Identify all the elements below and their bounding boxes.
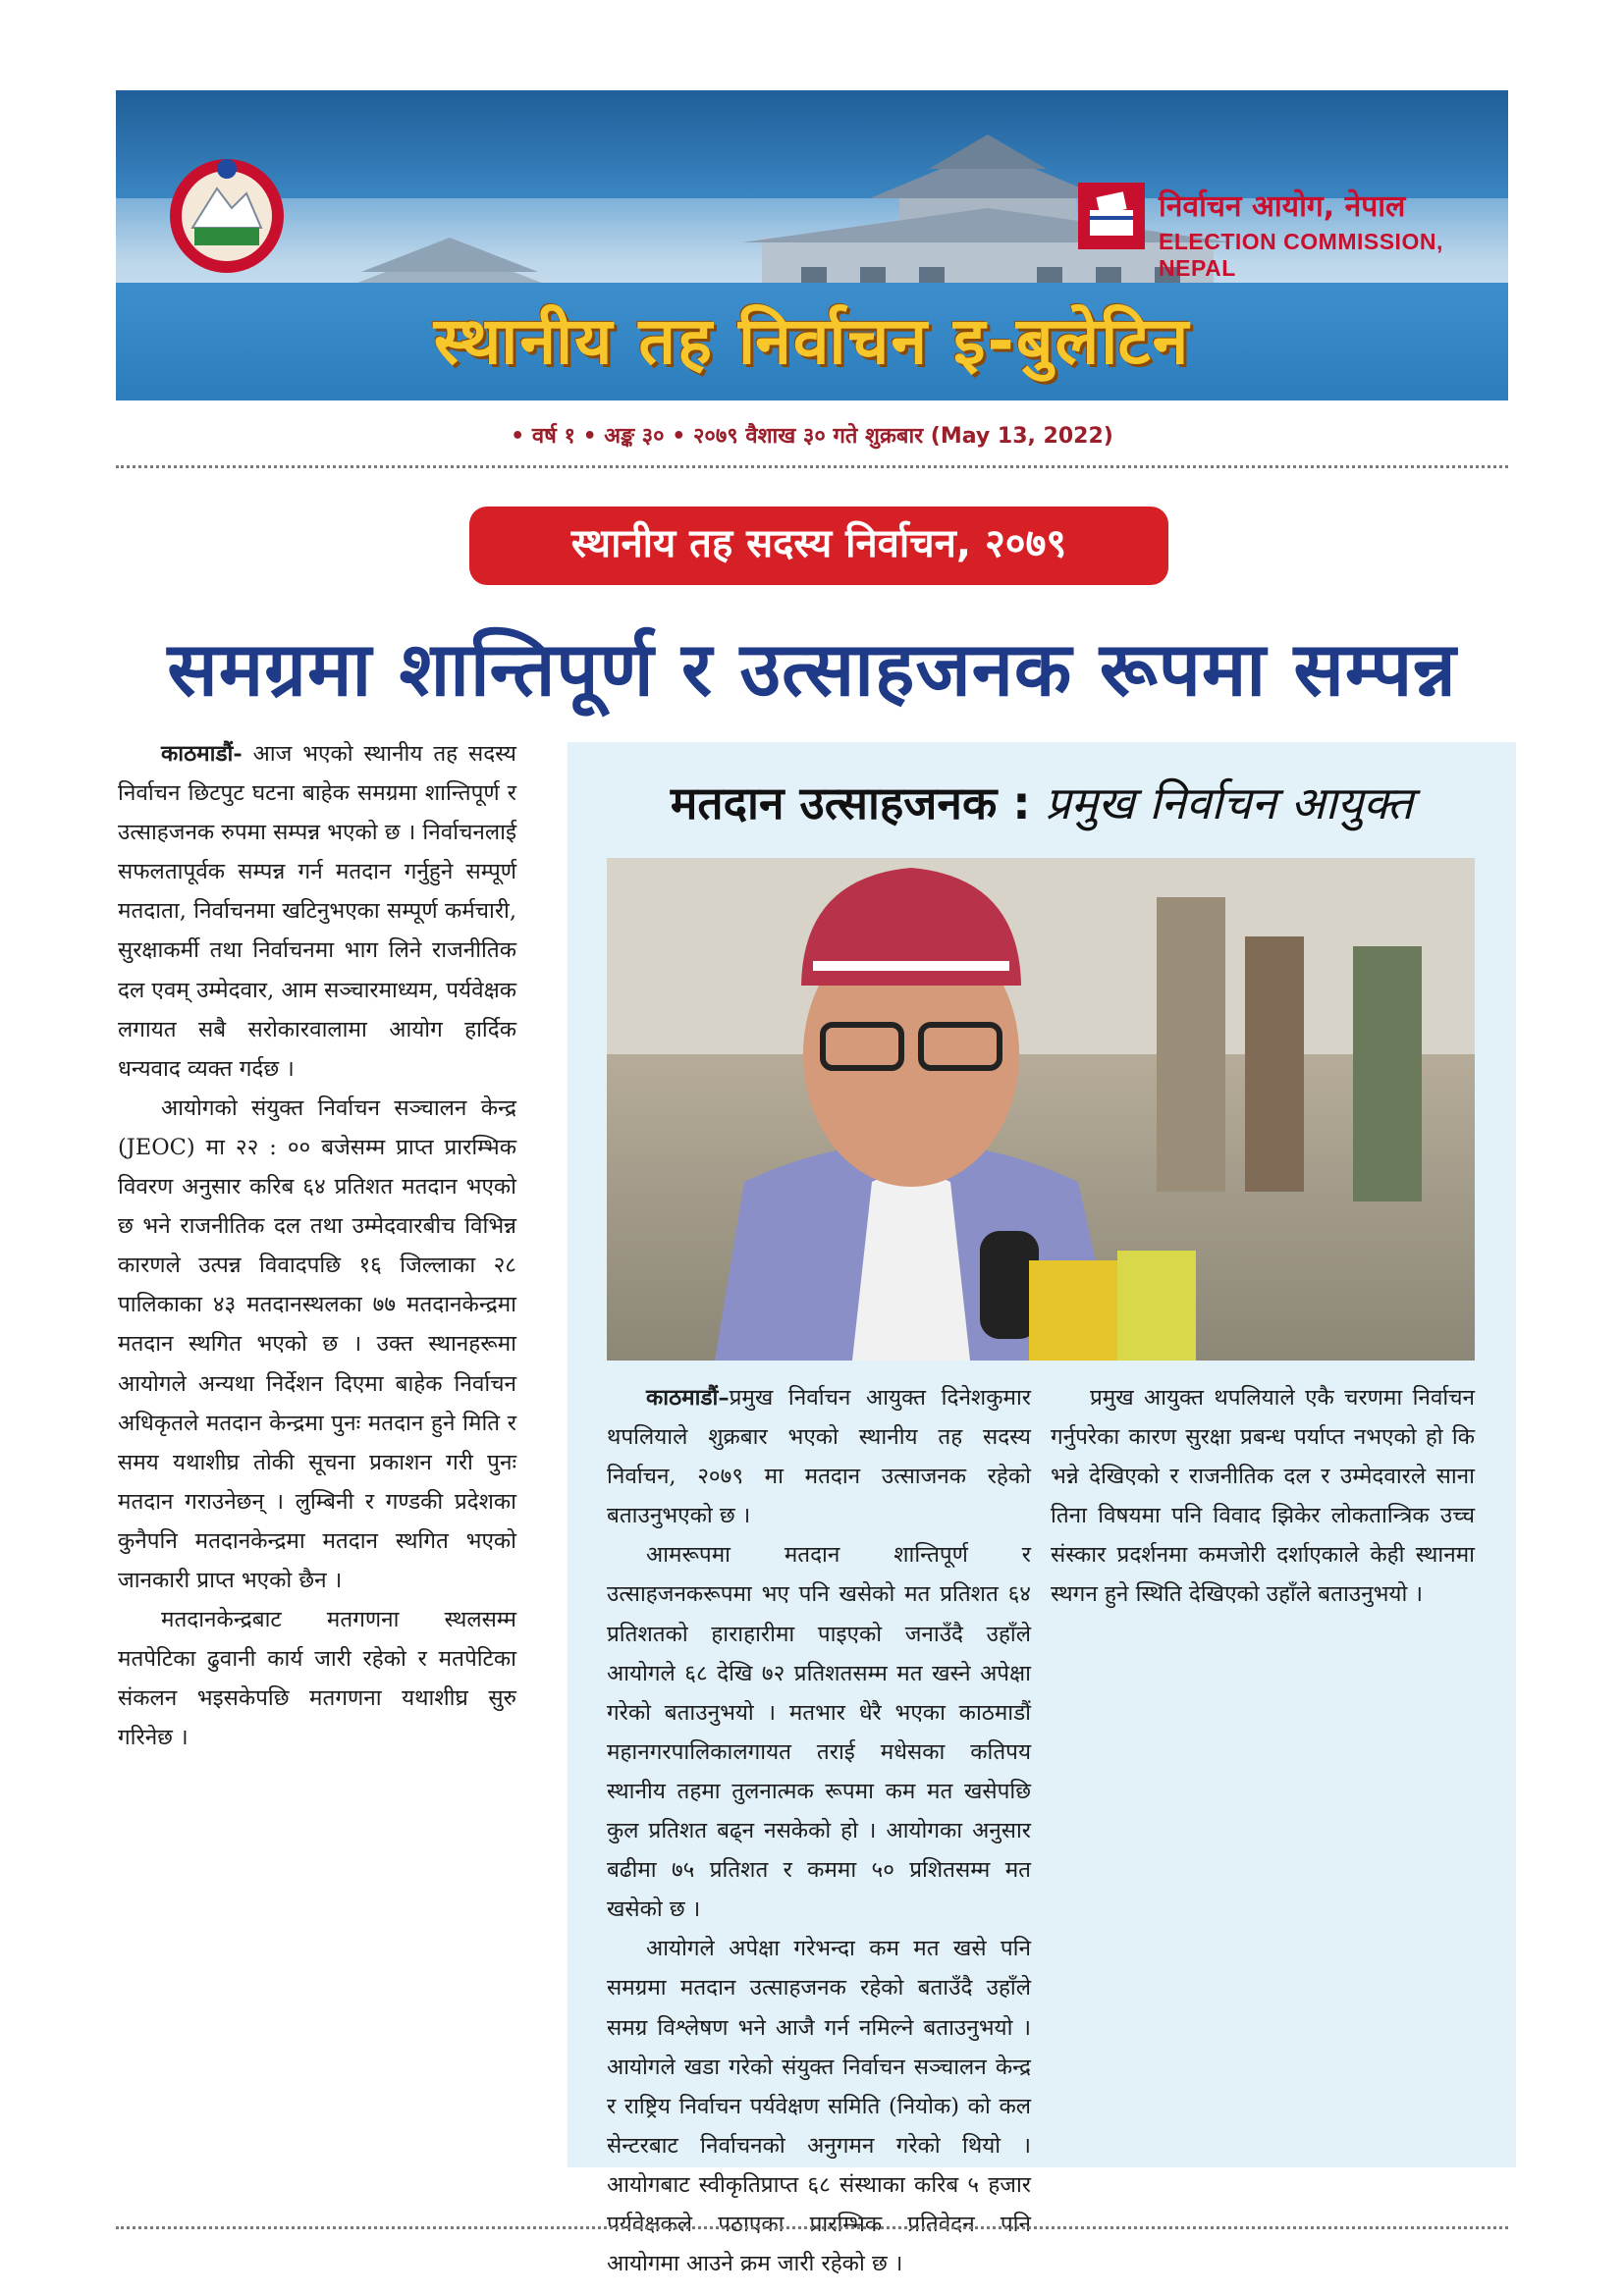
dotted-divider — [116, 465, 1508, 468]
left-paragraph-3: मतदानकेन्द्रबाट मतगणना स्थलसम्म मतपेटिका ढुवानी कार्य जारी रहेको र मतपेटिका संकलन भइसकेपछि मतगणना यथाशीघ्र सुरु गरिनेछ । — [118, 1607, 516, 1751]
box-column-1 — [607, 1378, 1031, 2283]
left-paragraph-2: आयोगको संयुक्त निर्वाचन सञ्चालन केन्द्र (JEOC) मा २२ : ०० बजेसम्म प्राप्त प्रारम्भिक विवरण अनुसार करिब ६४ प्रतिशत मतदान भएको छ भने राजनीतिक दल तथा उम्मेदवारबीच विभिन्न कारणले उत्पन्न विवादपछि १६ जिल्लाका २८ पालिकाका ४३ मतदानस्थलका ७७ मतदानकेन्द्रमा मतदान स्थगित भएको छ । उक्त स्थानहरूमा आयोगले अन्यथा निर्देशन दिएमा बाहेक निर्वाचन अधिकृतले मतदान केन्द्रमा पुनः मतदान हुने मिति र समय यथाशीघ्र तोकी सूचना प्रकाशन गरी पुनः मतदान गराउनेछन् । लुम्बिनी र गण्डकी प्रदेशका कुनैपनि मतदानकेन्द्रमा मतदान स्थगित भएको जानकारी प्राप्त भएको छैन । — [118, 1095, 516, 1593]
box-dateline: काठमाडौं– — [646, 1385, 730, 1411]
left-p1-text: आज भएको स्थानीय तह सदस्य निर्वाचन छिटपुट घटना बाहेक समग्रमा शान्तिपूर्ण र उत्साहजनक रुपमा सम्पन्न भएको छ । निर्वाचनलाई सफलतापूर्वक सम्पन्न गर्न मतदान गर्नुहुने सम्पूर्ण मतदाता, निर्वाचनमा खटिनुभएका सम्पूर्ण कर्मचारी, सुरक्षाकर्मी तथा निर्वाचनमा भाग लिने राजनीतिक दल एवम् उम्मेदवार, आम सञ्चारमाध्यम, पर्यवेक्षक लगायत सबै सरोकारवालामा आयोग हार्दिक धन्यवाद व्यक्त गर्दछ । — [118, 741, 516, 1082]
election-commission-logo-icon — [1076, 181, 1147, 251]
masthead-banner — [116, 90, 1508, 400]
org-name-nepali: निर्वाचन आयोग, नेपाल — [1159, 189, 1406, 224]
section-label: स्थानीय तह सदस्य निर्वाचन, २०७९ — [469, 507, 1168, 585]
box-paragraph-3: आयोगले अपेक्षा गरेभन्दा कम मत खसे पनि समग्रमा मतदान उत्साहजनक रहेको बताउँदै उहाँले समग्र विश्लेषण भने आजै गर्न नमिल्ने बताउनुभयो । आयोगले खडा गरेको संयुक्त निर्वाचन सञ्चालन केन्द्र र राष्ट्रिय निर्वाचन पर्यवेक्षण समिति (नियोक) को कल सेन्टरबाट निर्वाचनको अनुगमन गरेको थियो । आयोगबाट स्वीकृतिप्राप्त ६८ संस्थाका करिब ५ हजार पर्यवेक्षकले पठाएका प्रारम्भिक प्रतिवेदन पनि आयोगमा आउने क्रम जारी रहेको छ । — [607, 1936, 1031, 2277]
bulletin-title: स्थानीय तह निर्वाचन इ-बुलेटिन — [433, 303, 1191, 379]
box-column-2 — [1051, 1378, 1475, 1615]
box-paragraph-1 — [607, 1378, 1031, 1535]
box-p1-text: प्रमुख निर्वाचन आयुक्त दिनेशकुमार थपलियाले शुक्रबार भएको स्थानीय तह सदस्य निर्वाचन, २०७९ मा मतदान उत्साजनक रहेको बताउनुभएको छ । — [607, 1385, 1031, 1529]
left-article — [118, 734, 516, 1757]
box-headline-main: मतदान उत्साहजनक : — [670, 776, 1031, 829]
box-paragraph-2: आमरूपमा मतदान शान्तिपूर्ण र उत्साहजनकरूपमा भए पनि खसेको मत प्रतिशत ६४ प्रतिशतको हाराहारीमा पाइएको जनाउँदै उहाँले आयोगले ६८ देखि ७२ प्रतिशतसम्म मत खस्ने अपेक्षा गरेको बताउनुभयो । मतभार धेरै भएका काठमाडौं महानगरपालिकालगायत तराई मधेसका कतिपय स्थानीय तहमा तुलनात्मक रूपमा कम मत खसेपछि कुल प्रतिशत बढ्न नसकेको हो । आयोगका अनुसार बढीमा ७५ प्रतिशत र कममा ५० प्रशितसम्म मत खसेको छ । — [607, 1542, 1031, 1923]
election-commission-name — [1159, 185, 1508, 282]
box-paragraph-4: प्रमुख आयुक्त थपलियाले एकै चरणमा निर्वाचन गर्नुपरेका कारण सुरक्षा प्रबन्ध पर्याप्त नभएको हो कि भन्ने देखिएको र राजनीतिक दल र उम्मेदवारले साना तिना विषयमा पनि विवाद झिकेर लोकतान्त्रिक उच्च संस्कार प्रदर्शनमा कमजोरी दर्शाएकाले केही स्थानमा स्थगन हुने स्थिति देखिएको उहाँले बताउनुभयो । — [1051, 1385, 1475, 1608]
left-paragraph-1 — [118, 734, 516, 1089]
box-headline — [568, 772, 1516, 832]
bottom-dotted-divider — [116, 2226, 1508, 2229]
org-name-english: ELECTION COMMISSION, NEPAL — [1159, 229, 1443, 281]
issue-info: • वर्ष १ • अङ्क ३० • २०७९ वैशाख ३० गते शुक्रबार (May 13, 2022) — [511, 424, 1113, 449]
nepal-emblem-icon — [163, 149, 291, 277]
dateline: काठमाडौं- — [161, 741, 243, 767]
box-headline-sub: प्रमुख निर्वाचन आयुक्त — [1030, 776, 1414, 829]
photo-illustration — [607, 858, 1475, 1361]
main-headline: समग्रमा शान्तिपूर्ण र उत्साहजनक रूपमा सम्पन्न — [167, 625, 1457, 713]
commissioner-photo — [607, 858, 1475, 1361]
interview-box — [568, 742, 1516, 2277]
